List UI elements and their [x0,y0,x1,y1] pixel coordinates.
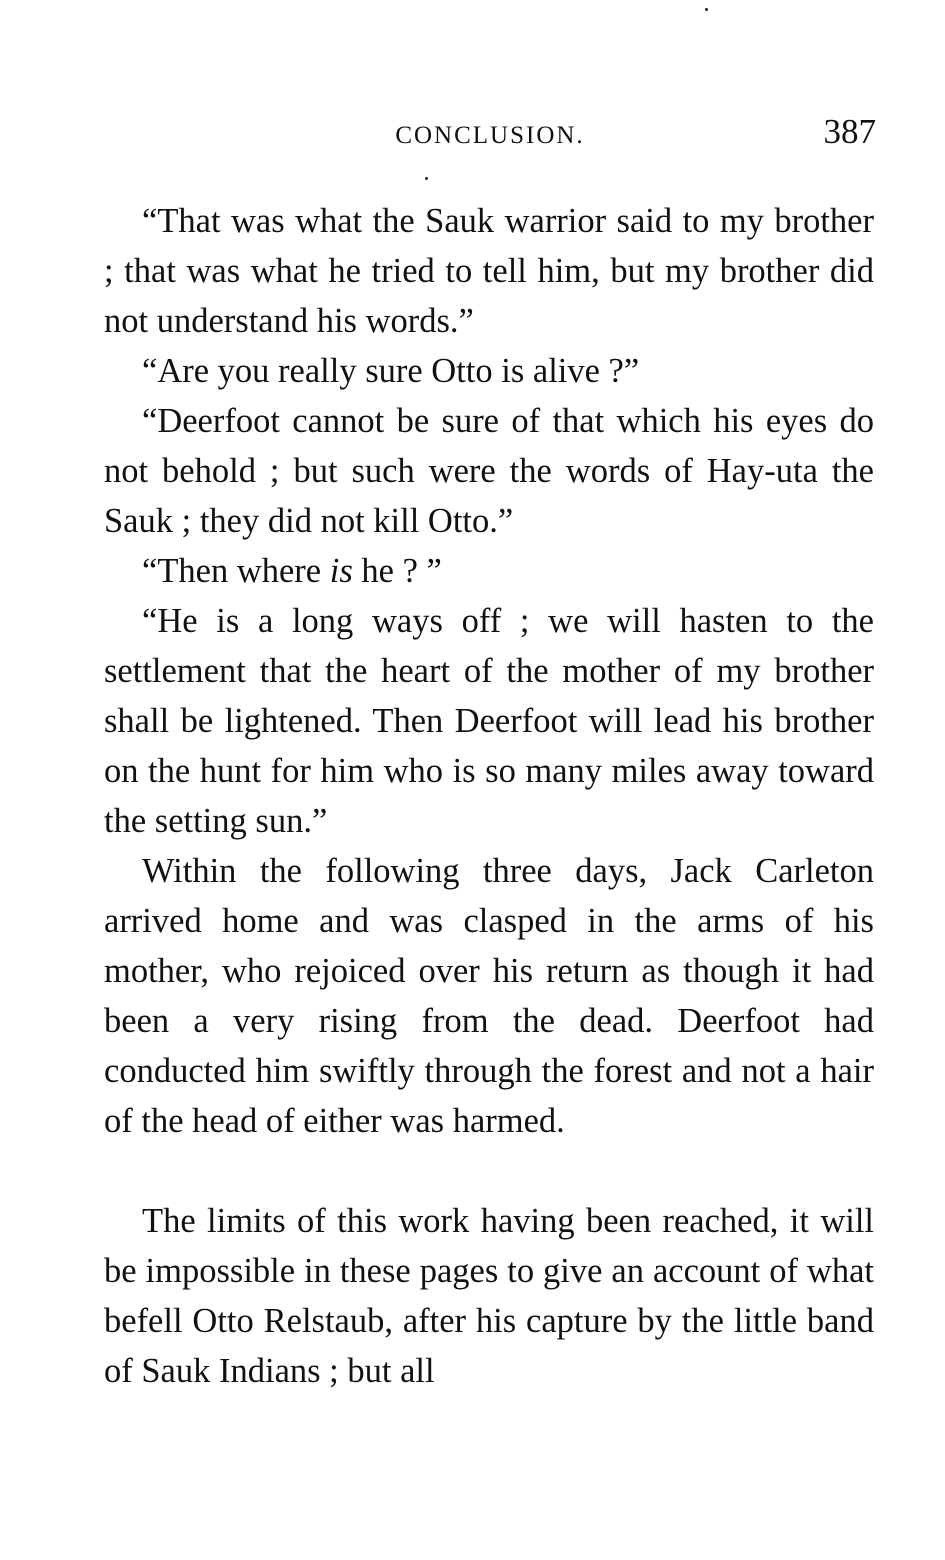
running-head [104,112,876,162]
print-speck [705,8,708,11]
paragraph: “Deerfoot cannot be sure of that which his eyes do not behold ; but such were the words of Hay-uta the Sauk ; they did not kill Otto.” [104,402,874,540]
paragraph-text: he ? ” [352,552,442,590]
print-speck [425,177,428,180]
paragraph: “Are you really sure Otto is alive ?” [142,352,640,390]
paragraph: “That was what the Sauk warrior said to my brother ; that was what he tried to tell him, but my brother did not understand his words.” [104,202,874,340]
paragraph [104,546,874,596]
page-number: 387 [823,112,876,151]
paragraph: The limits of this work having been reached, it will be impossible in these pages to give an account of what befell Otto Relstaub, after his capture by the little band of Sauk Indians ; but all [104,1202,874,1390]
emphasis: is [329,552,353,590]
paragraph: Within the following three days, Jack Carleton arrived home and was clasped in the arms of his mother, who rejoiced over his return as though it had been a very rising from the dead. Deerfoot had conducted him swiftly through the forest and not a hair of the head of either was harmed. [104,852,874,1140]
paragraph: “He is a long ways off ; we will hasten to the settlement that the heart of the mother of my brother shall be lightened. Then Deerfoot will lead his brother on the hunt for him who is so many miles away toward the setting sun.” [104,602,874,840]
paragraph-text: “Then where [142,552,330,590]
body-text [104,196,874,1396]
running-title: CONCLUSION. [395,122,585,149]
